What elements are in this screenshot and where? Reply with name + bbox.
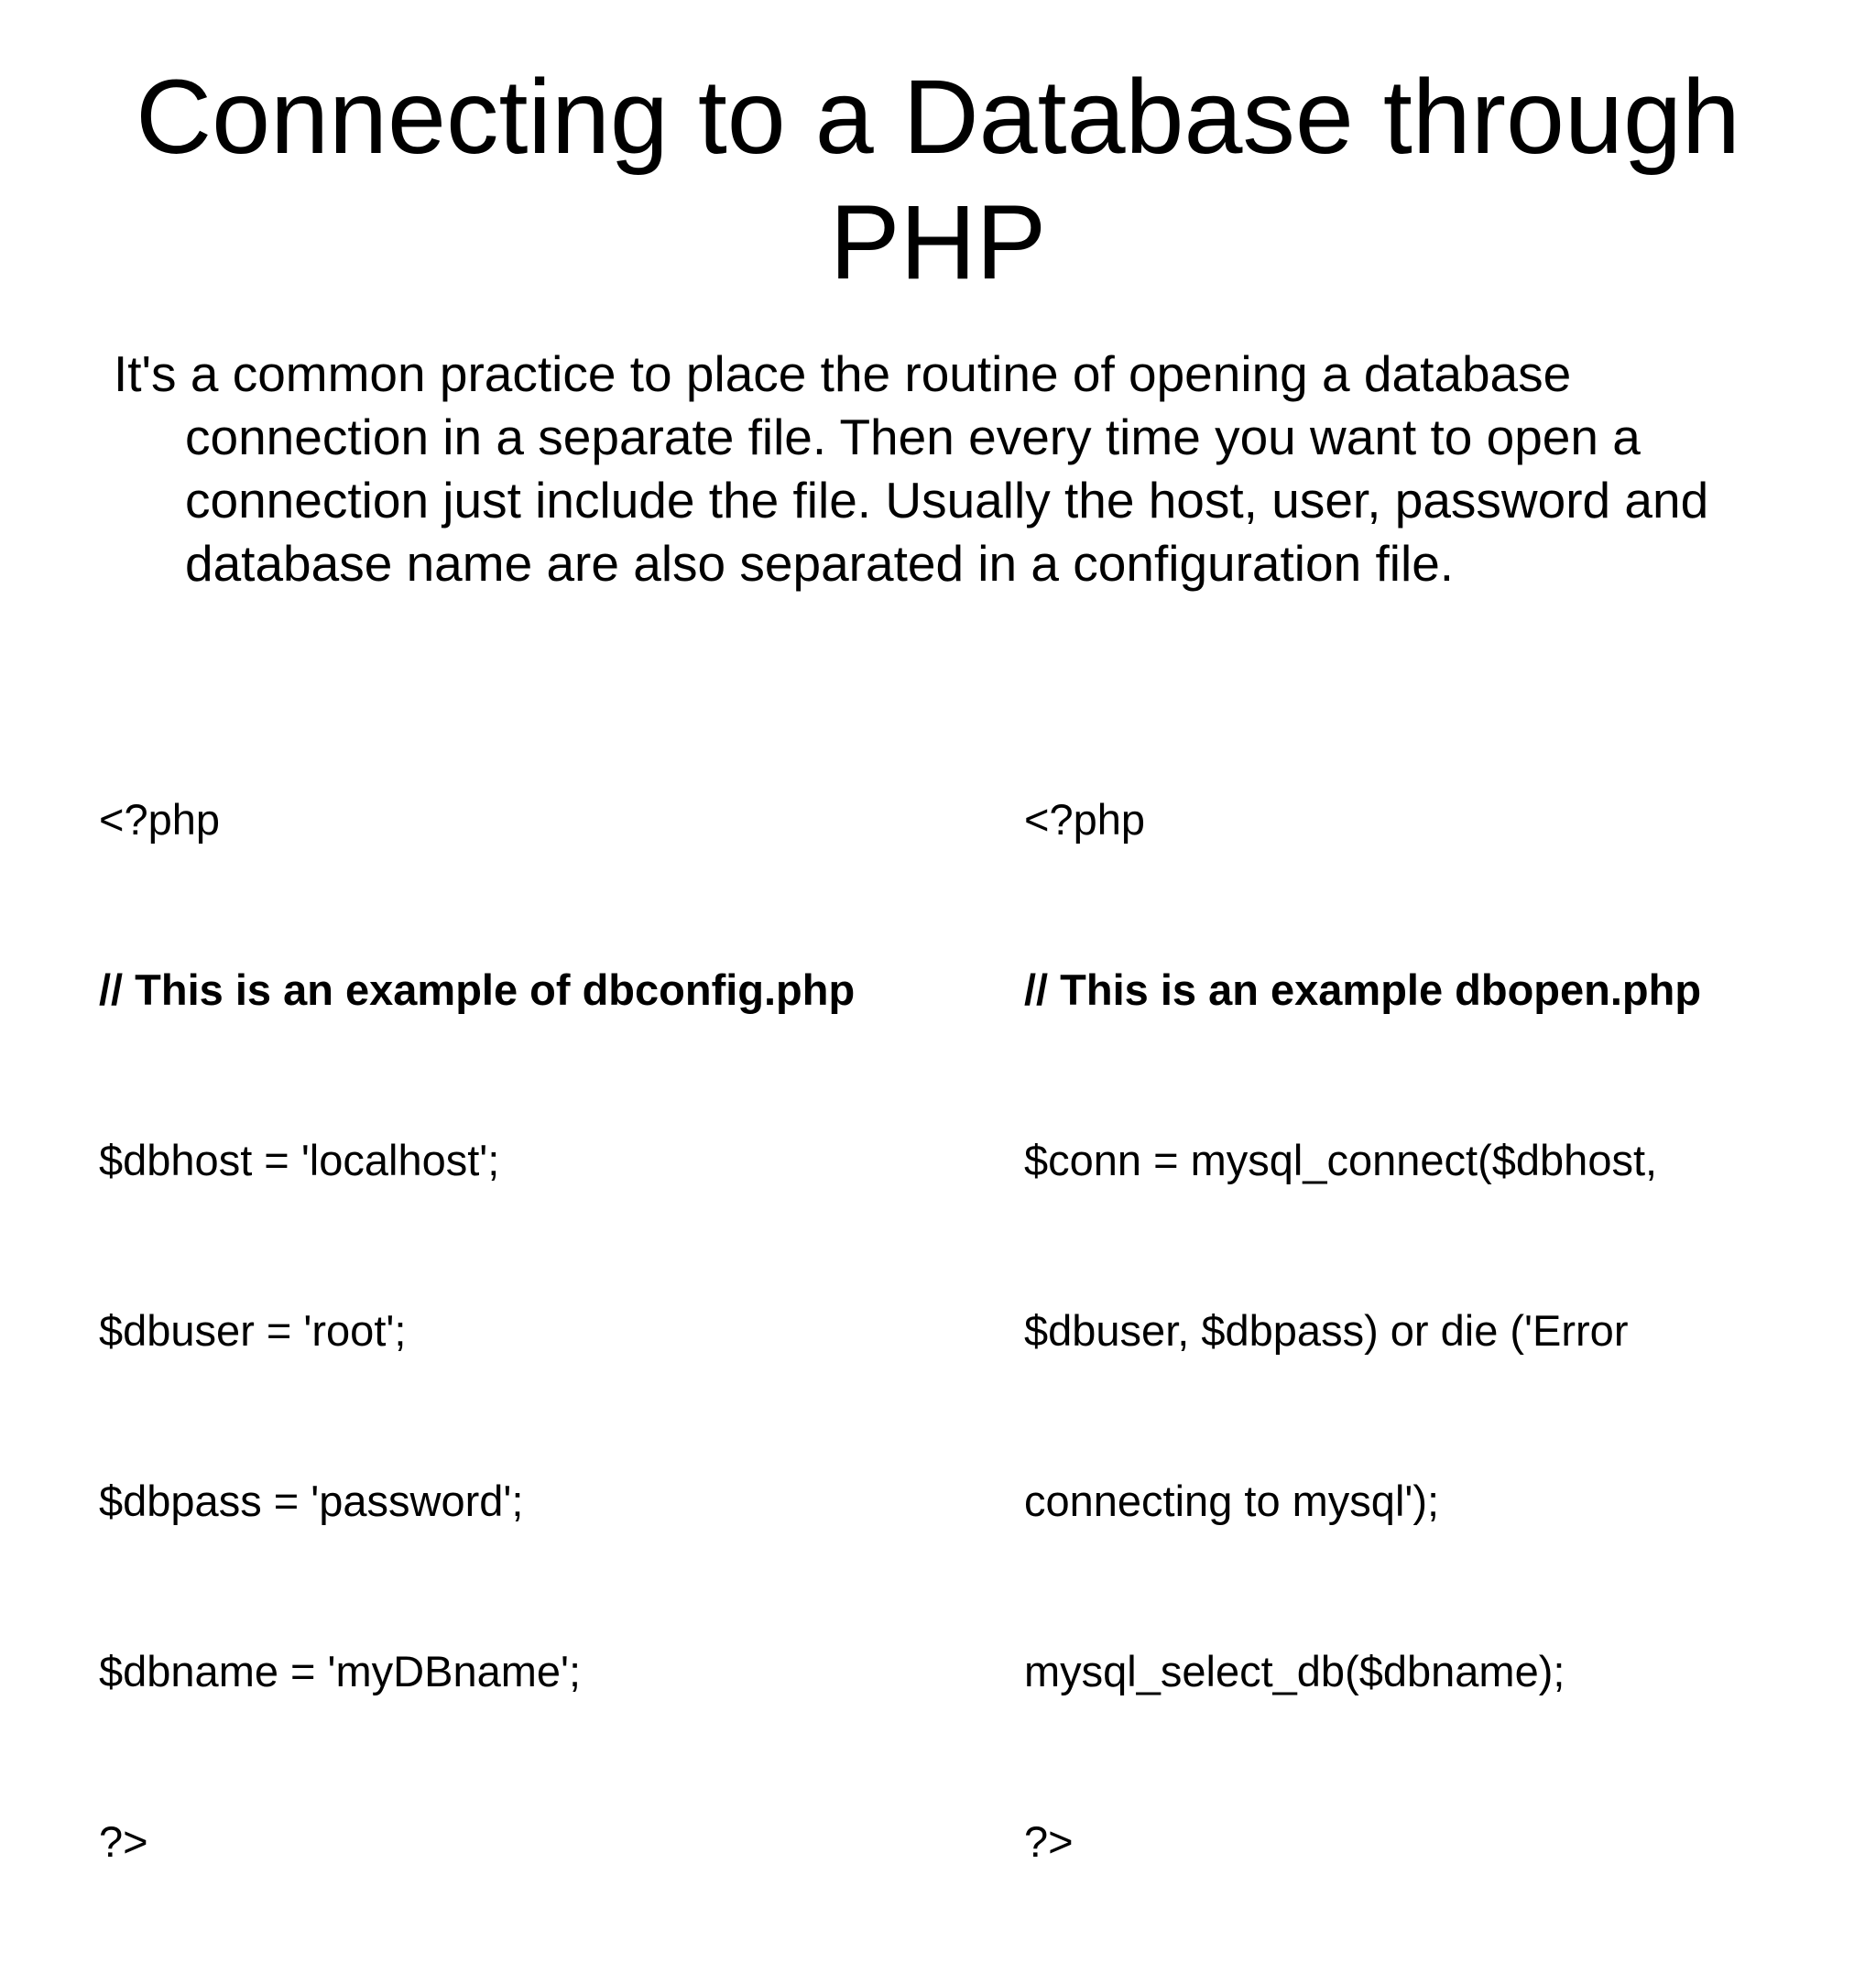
code-line: connecting to mysql');	[1024, 1477, 1440, 1525]
slide-title-line-1: Connecting to a Database through	[136, 59, 1740, 176]
code-line: ?>	[1024, 1817, 1074, 1866]
slide-title	[0, 55, 1876, 306]
intro-paragraph: It's a common practice to place the routine of opening a database connection in a separate file. Then every time you want to open a connection just include the file. Usually the host, user, password and database name are also separated in a configuration file.	[114, 345, 1709, 592]
code-line: $conn = mysql_connect($dbhost,	[1024, 1136, 1658, 1184]
code-line: <?php	[99, 795, 221, 844]
code-line: mysql_select_db($dbname);	[1024, 1647, 1565, 1695]
code-line: $dbuser = 'root';	[99, 1306, 407, 1355]
code-line: $dbhost = 'localhost';	[99, 1136, 500, 1184]
dbconfig-code-block	[99, 678, 942, 1984]
code-comment-line: // This is an example of dbconfig.php	[99, 965, 856, 1014]
code-line: $dbuser, $dbpass) or die ('Error	[1024, 1306, 1629, 1355]
code-line: <?php	[1024, 795, 1146, 844]
slide-title-line-2: PHP	[829, 184, 1047, 301]
code-comment-line: // This is an example dbopen.php	[1024, 965, 1702, 1014]
code-line: $dbname = 'myDBname';	[99, 1647, 582, 1695]
dbopen-code-block	[1024, 678, 1830, 1984]
code-line: ?>	[99, 1817, 148, 1866]
code-line: $dbpass = 'password';	[99, 1477, 524, 1525]
